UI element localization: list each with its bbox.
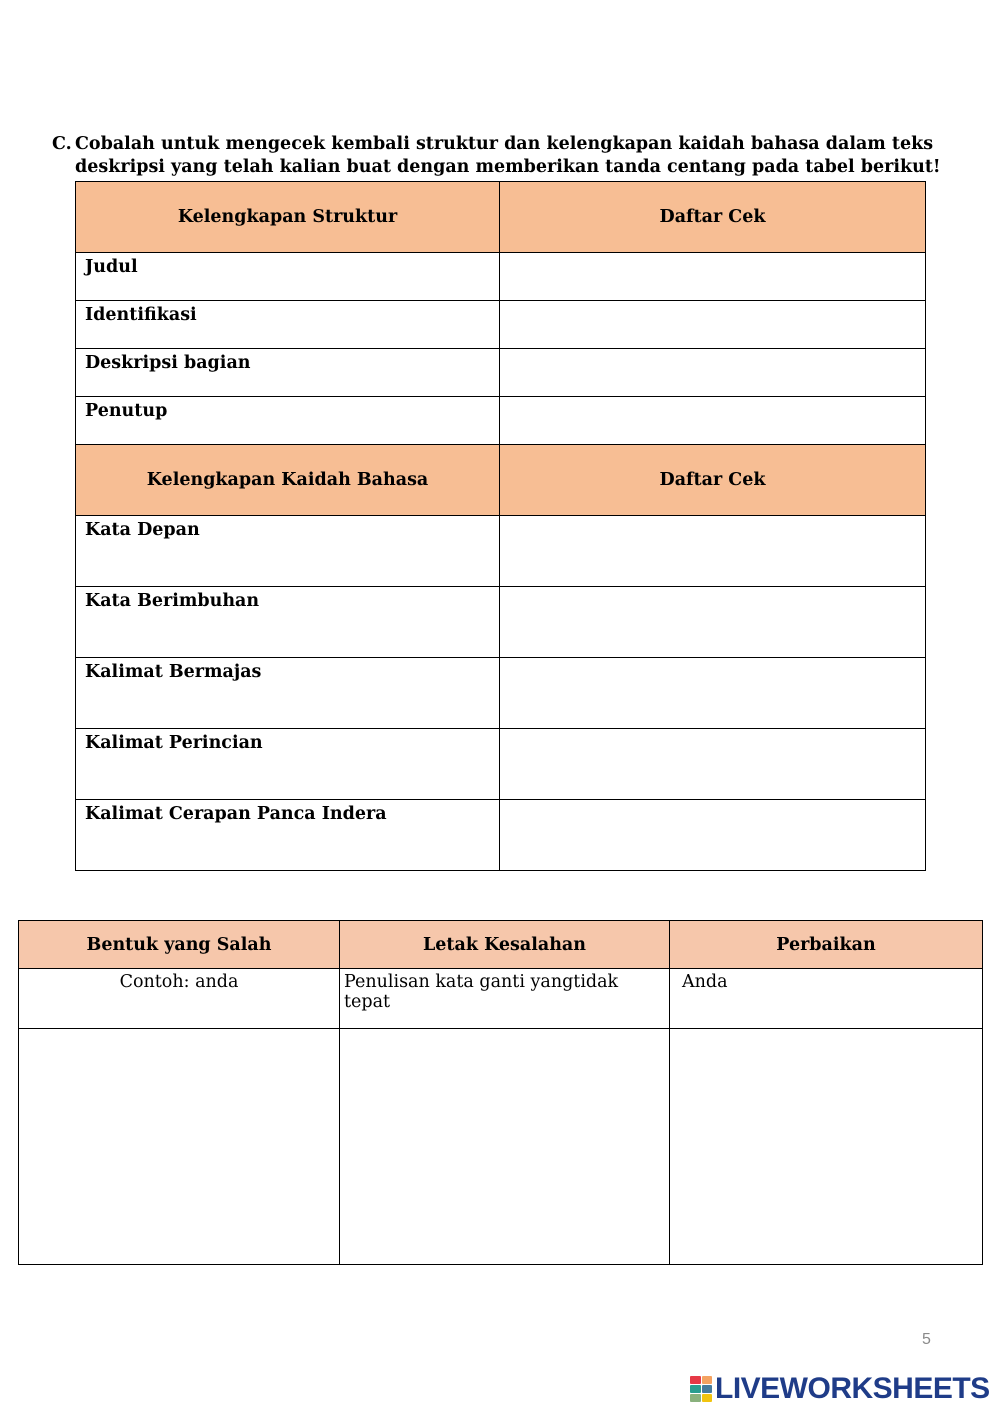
instruction [52,133,977,179]
structure-item-label: Identifikasi [76,301,500,349]
corrections-header-row [19,921,983,969]
language-item-label: Kata Depan [76,516,500,587]
table-row [76,516,926,587]
example-wrong: Contoh: anda [19,969,340,1029]
logo-tile [690,1385,701,1393]
header-error-location: Letak Kesalahan [340,921,670,969]
language-header-row [76,445,926,516]
language-item-label: Kalimat Perincian [76,729,500,800]
answer-fix-cell[interactable] [670,1029,983,1265]
language-header-label: Kelengkapan Kaidah Bahasa [76,445,500,516]
page-number: 5 [922,1331,931,1348]
example-fix: Anda [670,969,983,1029]
table-row [76,397,926,445]
logo-tile [690,1394,701,1402]
table-row [76,587,926,658]
checklist-table [75,181,926,871]
table-row [76,729,926,800]
check-cell[interactable] [500,587,926,658]
structure-header-label: Kelengkapan Struktur [76,182,500,253]
answer-row [19,1029,983,1265]
example-row [19,969,983,1029]
language-item-label: Kata Berimbuhan [76,587,500,658]
check-cell[interactable] [500,800,926,871]
brand-name: LIVEWORKSHEETS [715,1372,990,1405]
logo-tile [702,1385,713,1393]
language-item-label: Kalimat Cerapan Panca Indera [76,800,500,871]
header-wrong-form: Bentuk yang Salah [19,921,340,969]
answer-wrong-cell[interactable] [19,1029,340,1265]
instruction-text: Cobalah untuk mengecek kembali struktur dan kelengkapan kaidah bahasa dalam teks deskripsi yang telah kalian buat dengan memberikan tanda centang pada tabel berikut! [75,134,941,177]
answer-location-cell[interactable] [340,1029,670,1265]
language-header-check: Daftar Cek [500,445,926,516]
logo-tile [702,1376,713,1384]
logo-tile [690,1376,701,1384]
structure-header-check: Daftar Cek [500,182,926,253]
structure-item-label: Penutup [76,397,500,445]
header-correction: Perbaikan [670,921,983,969]
check-cell[interactable] [500,349,926,397]
table-row [76,301,926,349]
table-row [76,349,926,397]
check-cell[interactable] [500,658,926,729]
check-cell[interactable] [500,516,926,587]
corrections-table [18,920,983,1265]
structure-item-label: Judul [76,253,500,301]
check-cell[interactable] [500,397,926,445]
liveworksheets-brand[interactable] [690,1372,990,1406]
check-cell[interactable] [500,301,926,349]
table-row [76,253,926,301]
language-item-label: Kalimat Bermajas [76,658,500,729]
instruction-marker: C. [52,134,72,154]
logo-tile [702,1394,713,1402]
check-cell[interactable] [500,253,926,301]
structure-header-row [76,182,926,253]
table-row [76,658,926,729]
example-location: Penulisan kata ganti yangtidak tepat [340,969,670,1029]
liveworksheets-logo-icon [690,1376,712,1402]
table-row [76,800,926,871]
check-cell[interactable] [500,729,926,800]
structure-item-label: Deskripsi bagian [76,349,500,397]
